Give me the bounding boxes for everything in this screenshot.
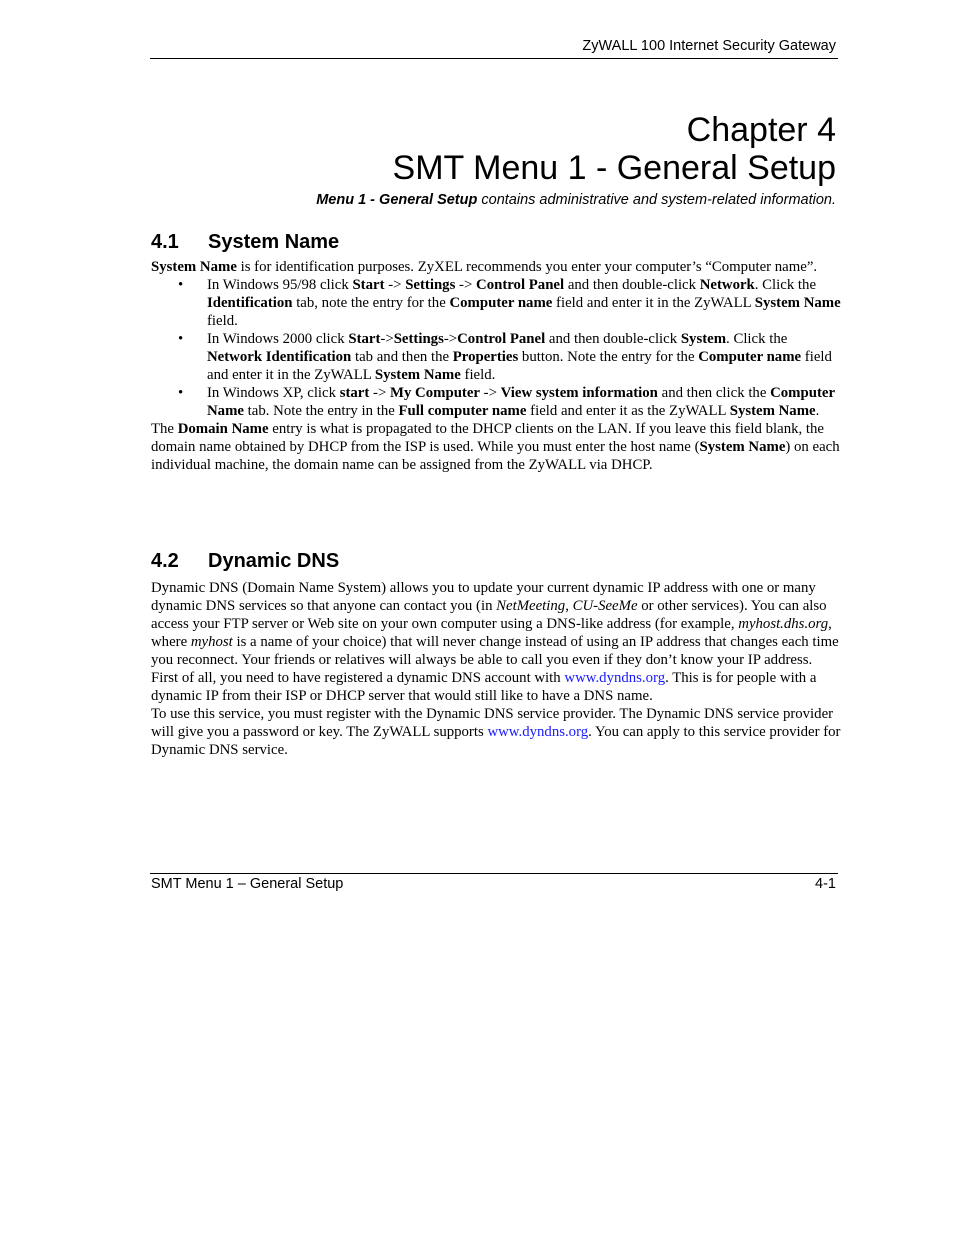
paragraph: First of all, you need to have registered a dynamic DNS account with www.dyndns.org. This is for people with a dynamic IP from their ISP or DHCP server that would still like to have a DNS name.: [151, 670, 817, 704]
paragraph: [151, 258, 841, 276]
section-title: System Name: [208, 231, 340, 253]
paragraph: Dynamic DNS (Domain Name System) allows you to update your current dynamic IP address with one or many dynamic DNS services so that anyone can contact you (in NetMeeting, CU-SeeMe or other services). You can also access your FTP server or Web site on your own computer using a DNS-like address (for example, myhost.dhs.org, where myhost is a name of your choice) that will never change instead of using an IP address that changes each time you reconnect. Your friends or relatives will always be able to call you even if they don’t know your IP address.: [151, 580, 839, 668]
text: is for identification purposes. ZyXEL recommends you enter your computer’s “Computer name”.: [236, 259, 818, 275]
bullet-icon: •: [178, 385, 184, 401]
chapter-title: SMT Menu 1 - General Setup: [392, 149, 836, 187]
section-number: 4.2: [151, 550, 179, 572]
list-item: • In Windows 95/98 click Start -> Settings -> Control Panel and then double-click Network. Click the Identification tab, note the entry for the Computer name field and enter it in the ZyWALL System Name field.: [178, 277, 841, 329]
dyndns-link[interactable]: www.dyndns.org: [487, 724, 589, 740]
list-item: • In Windows 2000 click Start->Settings->Control Panel and then double-click System. Click the Network Identification tab and then the Properties button. Note the entry for the Computer name field and enter it in the ZyWALL System Name field.: [178, 331, 832, 383]
section-body-dynamic-dns: [151, 579, 841, 759]
section-number: 4.1: [151, 231, 179, 253]
section-body-system-name: [151, 258, 841, 474]
chapter-intro: [316, 192, 836, 208]
term: System Name: [151, 259, 237, 275]
section-heading-system-name: [151, 230, 339, 254]
page-number: 4-1: [815, 876, 836, 892]
list-item: • In Windows XP, click start -> My Computer -> View system information and then click the Computer Name tab. Note the entry in the Full computer name field and enter it as the ZyWALL System Name.: [178, 385, 835, 419]
chapter-label: Chapter 4: [686, 111, 836, 149]
header-rule: [150, 58, 838, 59]
bullet-icon: •: [178, 331, 184, 347]
footer-rule: [150, 873, 838, 874]
intro-bold: Menu 1 - General Setup: [316, 192, 478, 208]
bullet-list: [151, 276, 841, 420]
intro-rest: contains administrative and system-related information.: [477, 192, 836, 208]
paragraph: To use this service, you must register with the Dynamic DNS service provider. The Dynamic DNS service provider will give you a password or key. The ZyWALL supports www.dyndns.org. You can apply to this service provider for Dynamic DNS service.: [151, 706, 841, 758]
running-header: ZyWALL 100 Internet Security Gateway: [582, 38, 836, 54]
running-footer-title: SMT Menu 1 – General Setup: [151, 876, 344, 892]
dyndns-link[interactable]: www.dyndns.org: [564, 670, 666, 686]
section-title: Dynamic DNS: [208, 550, 340, 572]
bullet-icon: •: [178, 277, 184, 293]
paragraph: The Domain Name entry is what is propagated to the DHCP clients on the LAN. If you leave this field blank, the domain name obtained by DHCP from the ISP is used. While you must enter the host name (System Name) on each individual machine, the domain name can be assigned from the ZyWALL via DHCP.: [151, 421, 840, 473]
section-heading-dynamic-dns: [151, 549, 339, 573]
